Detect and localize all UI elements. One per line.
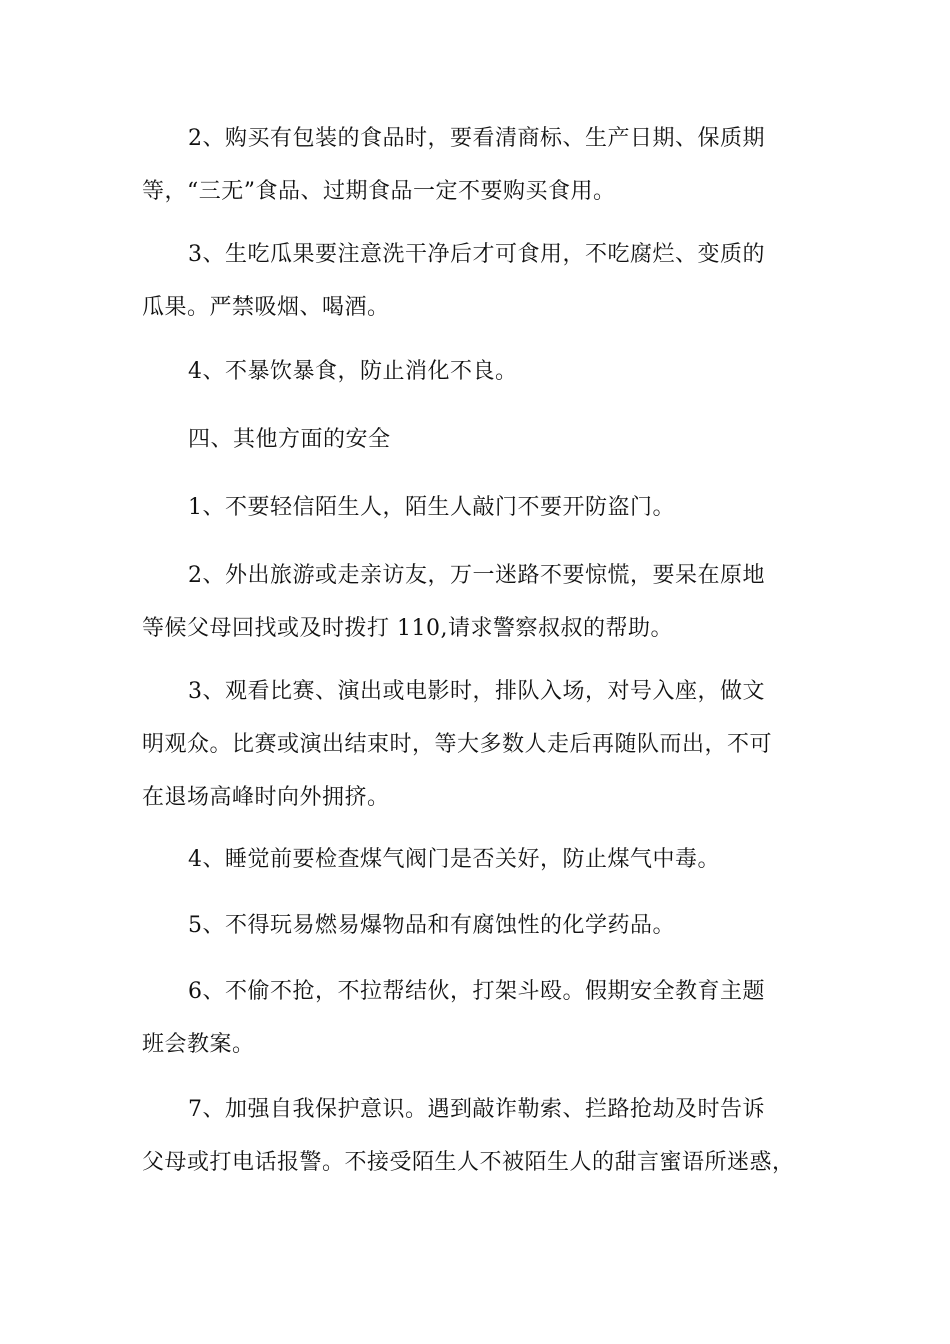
paragraph-other-6 (142, 965, 812, 1071)
text-line: 6、不偷不抢，不拉帮结伙，打架斗殴。假期安全教育主题 (188, 979, 765, 1004)
text-line: 明观众。比赛或演出结束时，等大多数人走后再随队而出，不可 (142, 732, 773, 757)
paragraph-food-3 (142, 228, 812, 334)
paragraph-other-7 (142, 1083, 812, 1189)
text-line: 4、不暴饮暴食，防止消化不良。 (188, 359, 518, 384)
paragraph-food-2 (142, 112, 812, 218)
text-line: 2、外出旅游或走亲访友，万一迷路不要惊慌，要呆在原地 (188, 563, 765, 588)
text-line: 4、睡觉前要检查煤气阀门是否关好，防止煤气中毒。 (188, 847, 720, 872)
paragraph-other-3 (142, 665, 812, 824)
text-line: 在退场高峰时向外拥挤。 (142, 785, 390, 810)
text-line: 1、不要轻信陌生人，陌生人敲门不要开防盗门。 (188, 495, 675, 520)
text-line: 3、观看比赛、演出或电影时，排队入场，对号入座，做文 (188, 679, 765, 704)
text-line: 等候父母回找或及时拨打 110,请求警察叔叔的帮助。 (142, 616, 673, 641)
text-line: 3、生吃瓜果要注意洗干净后才可食用，不吃腐烂、变质的 (188, 242, 765, 267)
paragraph-other-2 (142, 549, 812, 655)
text-line: 5、不得玩易燃易爆物品和有腐蚀性的化学药品。 (188, 913, 675, 938)
text-line: 瓜果。严禁吸烟、喝酒。 (142, 295, 390, 320)
text-line: 等，“三无”食品、过期食品一定不要购买食用。 (142, 179, 616, 204)
text-line: 7、加强自我保护意识。遇到敲诈勒索、拦路抢劫及时告诉 (188, 1097, 765, 1122)
paragraph-other-4 (142, 833, 812, 886)
text-line: 班会教案。 (142, 1032, 255, 1057)
heading-text: 四、其他方面的安全 (188, 427, 391, 452)
text-line: 2、购买有包装的食品时，要看清商标、生产日期、保质期 (188, 126, 765, 151)
paragraph-food-4 (142, 345, 812, 398)
section-heading (142, 413, 812, 466)
paragraph-other-5 (142, 899, 812, 952)
text-line: 父母或打电话报警。不接受陌生人不被陌生人的甜言蜜语所迷惑， (142, 1150, 795, 1175)
paragraph-other-1 (142, 481, 812, 534)
